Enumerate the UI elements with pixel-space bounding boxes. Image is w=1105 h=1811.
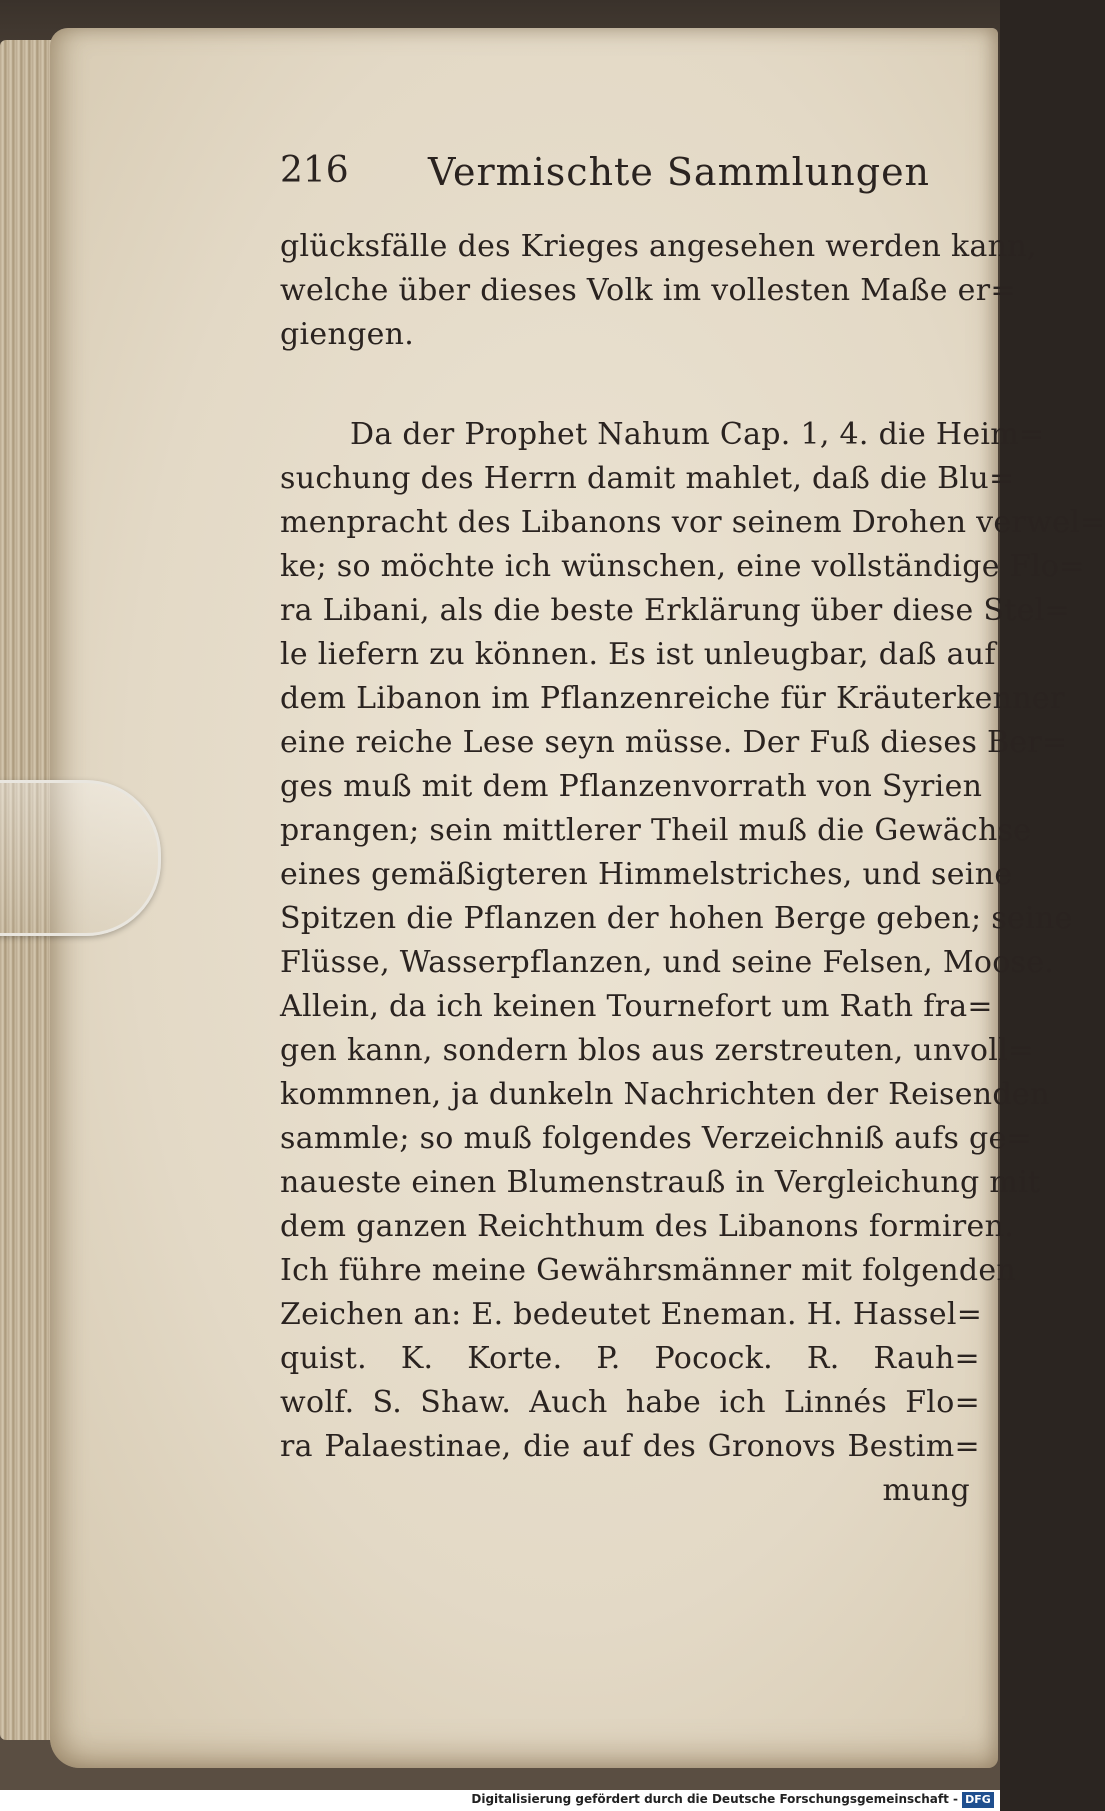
page-clip — [0, 780, 161, 936]
text-line: eines gemäßigteren Himmelstriches, und seine — [280, 857, 1013, 892]
page-header — [280, 150, 940, 200]
text-line: ke; so möchte ich wünschen, eine vollständige Flo= — [280, 549, 1085, 584]
text-line: quist. K. Korte. P. Pocock. R. Rauh= — [280, 1341, 980, 1376]
digitization-footer — [0, 1790, 1000, 1811]
text-line: Zeichen an: E. bedeutet Eneman. H. Hassel= — [280, 1297, 983, 1332]
text-line: eine reiche Lese seyn müsse. Der Fuß dieses Ber= — [280, 725, 1068, 760]
text-line: Da der Prophet Nahum Cap. 1, 4. die Heim= — [350, 417, 1045, 452]
paragraph-gap — [280, 357, 980, 413]
text-line: glücksfälle des Krieges angesehen werden kann, — [280, 229, 1037, 264]
text-line: le liefern zu können. Es ist unleugbar, daß auf — [280, 637, 996, 672]
text-line: ra Palaestinae, die auf des Gronovs Bestim= — [280, 1429, 980, 1464]
catchword: mung — [882, 1473, 970, 1508]
text-line: menpracht des Libanons vor seinem Drohen verwel= — [280, 505, 1105, 540]
text-line: naueste einen Blumenstrauß in Vergleichung mit — [280, 1165, 1041, 1200]
text-line: ra Libani, als die beste Erklärung über diese Stel= — [280, 593, 1070, 628]
text-line: sammle; so muß folgendes Verzeichniß aufs ge= — [280, 1121, 1033, 1156]
text-line: gen kann, sondern blos aus zerstreuten, unvoll= — [280, 1033, 1034, 1068]
text-line: prangen; sein mittlerer Theil muß die Gewächse — [280, 813, 1032, 848]
text-line: Allein, da ich keinen Tournefort um Rath fra= — [280, 989, 993, 1024]
text-line: dem Libanon im Pflanzenreiche für Kräuterkenner — [280, 681, 1065, 716]
text-line: ges muß mit dem Pflanzenvorrath von Syrien — [280, 769, 983, 804]
running-head: Vermischte Sammlungen — [428, 150, 931, 194]
text-line: dem ganzen Reichthum des Libanons formiren. — [280, 1209, 1015, 1244]
text-line: Spitzen die Pflanzen der hohen Berge geben; seine — [280, 901, 1073, 936]
body-text — [280, 225, 1105, 1513]
text-line: kommnen, ja dunkeln Nachrichten der Reisenden — [280, 1077, 1050, 1112]
dfg-logo-icon: DFG — [962, 1792, 994, 1808]
page-number: 216 — [280, 150, 349, 191]
text-line: Ich führe meine Gewährsmänner mit folgenden — [280, 1253, 1017, 1288]
text-line: wolf. S. Shaw. Auch habe ich Linnés Flo= — [280, 1385, 980, 1420]
text-line: suchung des Herrn damit mahlet, daß die Blu= — [280, 461, 1015, 496]
text-line: welche über dieses Volk im vollesten Maße er= — [280, 273, 1016, 308]
funding-credit: Digitalisierung gefördert durch die Deutsche Forschungsgemeinschaft - — [471, 1792, 958, 1806]
text-line: Flüsse, Wasserpflanzen, und seine Felsen, Moose. — [280, 945, 1055, 980]
text-line: giengen. — [280, 317, 415, 352]
